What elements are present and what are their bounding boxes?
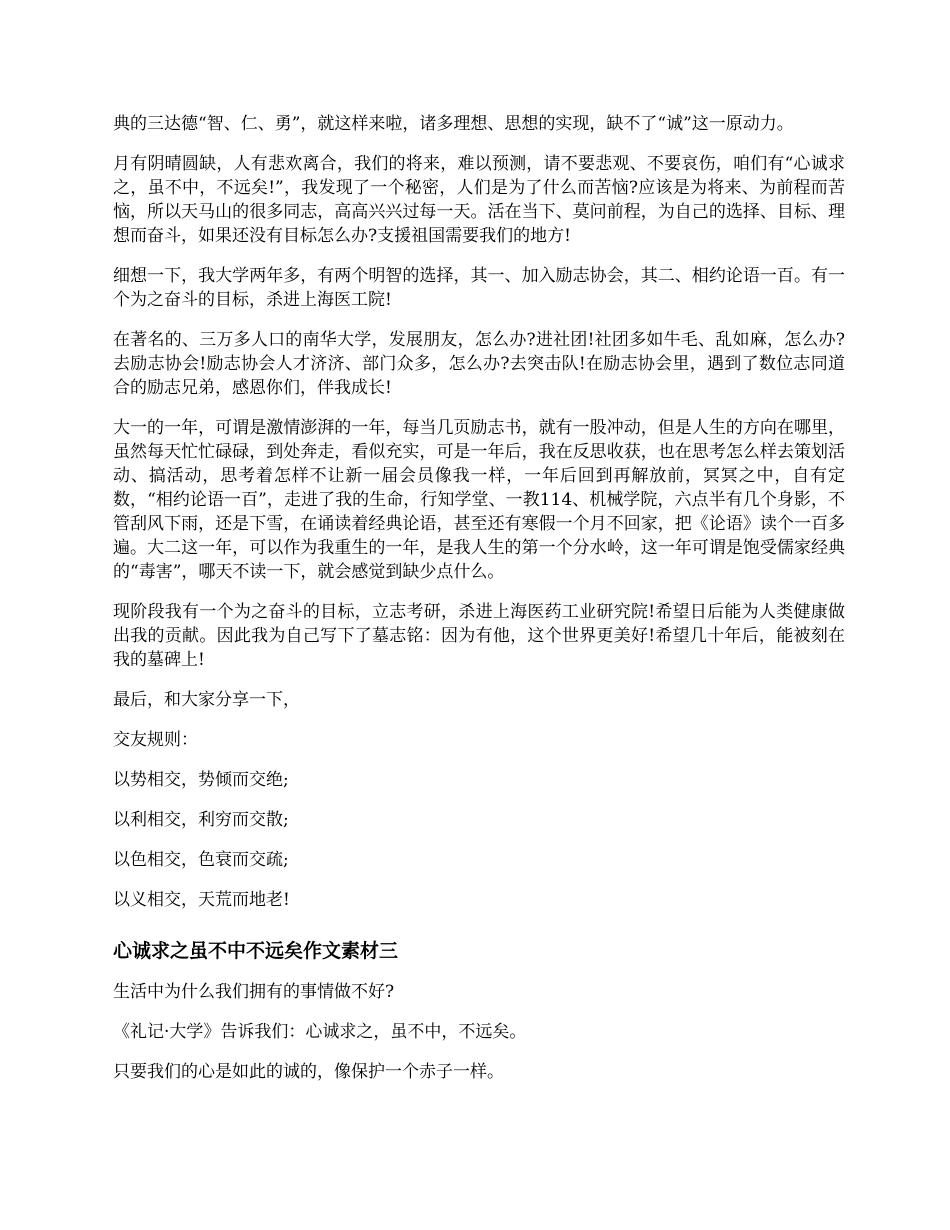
document-page [113, 112, 845, 1100]
paragraph-rule-profit: 以利相交，利穷而交散; [113, 810, 289, 830]
paragraph-first-year: 大一的一年，可谓是激情澎湃的一年，每当几页励志书，就有一股冲动，但是人生的方向在哪里，虽然每天忙忙碌碌，到处奔走，看似充实，可是一年后，我在反思收获，也在思考怎么样去策划活动、搞活动，思考着怎样不让新一届会员像我一样，一年后回到再解放前，冥冥之中，自有定数，“相约论语一百”，走进了我的生命，行知学堂、一教114、机械学院，六点半有几个身影，不管刮风下雨，还是下雪，在诵读着经典论语，甚至还有寒假一个月不回家，把《论语》读个一百多遍。大二这一年，可以作为我重生的一年，是我人生的第一个分水岭，这一年可谓是饱受儒家经典的“毒害”，哪天不读一下，就会感觉到缺少点什么。 [113, 418, 845, 582]
paragraph-three-virtues: 典的三达德“智、仁、勇”，就这样来啦，诸多理想、思想的实现，缺不了“诚”这一原动力。 [113, 114, 794, 134]
section-heading: 心诚求之虽不中不远矣作文素材三 [113, 940, 399, 962]
paragraph-why-not-well: 生活中为什么我们拥有的事情做不好? [113, 982, 395, 1002]
paragraph-sincere-heart: 只要我们的心是如此的诚的，像保护一个赤子一样。 [113, 1062, 504, 1082]
paragraph-nanhua-university: 在著名的、三万多人口的南华大学，发展朋友，怎么办?进社团!社团多如牛毛、乱如麻，怎么办?去励志协会!励志协会人才济济、部门众多，怎么办?去突击队!在励志协会里，遇到了数位志同道合的励志兄弟，感恩你们，伴我成长! [113, 330, 845, 398]
paragraph-finally-share: 最后，和大家分享一下， [113, 690, 300, 710]
paragraph-rule-righteousness: 以义相交，天荒而地老! [113, 890, 290, 910]
paragraph-friendship-rules-title: 交友规则： [113, 730, 198, 750]
paragraph-rule-beauty: 以色相交，色衰而交疏; [113, 850, 289, 870]
paragraph-two-choices: 细想一下，我大学两年多，有两个明智的选择，其一、加入励志协会，其二、相约论语一百。有一个为之奋斗的目标，杀进上海医工院! [113, 266, 845, 310]
paragraph-current-goal: 现阶段我有一个为之奋斗的目标，立志考研，杀进上海医药工业研究院!希望日后能为人类健康做出我的贡献。因此我为自己写下了墓志铭：因为有他，这个世界更美好!希望几十年后，能被刻在我的墓碑上! [113, 602, 845, 670]
paragraph-book-of-rites: 《礼记·大学》告诉我们：心诚求之，虽不中，不远矣。 [113, 1022, 527, 1042]
paragraph-rule-power: 以势相交，势倾而交绝; [113, 770, 289, 790]
paragraph-moon-phases: 月有阴晴圆缺，人有悲欢离合，我们的将来，难以预测，请不要悲观、不要哀伤，咱们有“心诚求之，虽不中，不远矣!”，我发现了一个秘密，人们是为了什么而苦恼?应该是为将来、为前程而苦恼，所以天马山的很多同志，高高兴兴过每一天。活在当下、莫问前程，为自己的选择、目标、理想而奋斗，如果还没有目标怎么办?支援祖国需要我们的地方! [113, 154, 845, 246]
